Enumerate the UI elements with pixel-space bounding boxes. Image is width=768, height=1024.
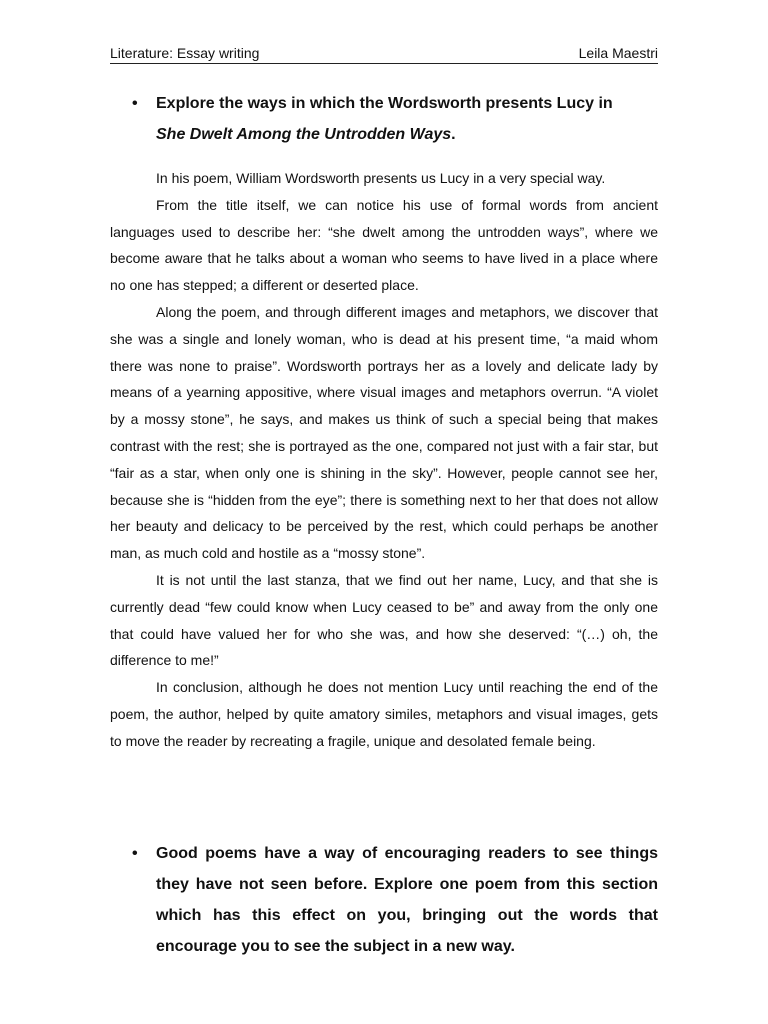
- essay-question-2: [132, 838, 658, 962]
- question-2-text: Good poems have a way of encouraging readers to see things they have not seen before. Explore one poem from this section which has this effect on you, bringing out the words that encourage you to see the subject in a new way.: [156, 845, 658, 955]
- essay-paragraph-imagery: Along the poem, and through different images and metaphors, we discover that she was a single and lonely woman, who is dead at his present time, “a maid whom there was none to praise”. Wordsworth portrays her as a lovely and delicate lady by means of a yearning appositive, where visual images and metaphors overrun. “A violet by a mossy stone”, he says, and makes us think of such a special being that makes contrast with the rest; she is portrayed as the one, compared not just with a fair star, but “fair as a star, when only one is shining in the sky”. However, people cannot see her, because she is “hidden from the eye”; there is something next to her that does not allow her beauty and delicacy to be perceived by the rest, which could perhaps be another man, as much cold and hostile as a “mossy stone”.: [110, 303, 658, 562]
- bullet-icon: •: [132, 845, 138, 862]
- header-course-title: Literature: Essay writing: [110, 45, 260, 61]
- essay-paragraph-title-analysis: From the title itself, we can notice his use of formal words from ancient languages used to describe her: “she dwelt among the untrodden ways”, where we become aware that he talks about a woman who seems to have lived in a place where no one has stepped; a different or deserted place.: [110, 196, 658, 294]
- page-header: [110, 44, 658, 64]
- essay-paragraph-conclusion: In conclusion, although he does not mention Lucy until reaching the end of the poem, the author, helped by quite amatory similes, metaphors and visual images, gets to move the reader by recreating a fragile, unique and desolated female being.: [110, 679, 658, 749]
- question-1-period: .: [451, 126, 456, 143]
- header-author-name: Leila Maestri: [578, 45, 658, 61]
- essay-question-1: [132, 88, 658, 150]
- essay-paragraph-intro: In his poem, William Wordsworth presents us Lucy in a very special way.: [156, 170, 606, 186]
- question-1-lead: Explore the ways in which the Wordsworth presents Lucy in: [156, 95, 613, 112]
- essay-paragraph-last-stanza: It is not until the last stanza, that we find out her name, Lucy, and that she is currently dead “few could know when Lucy ceased to be” and away from the only one that could have valued her for who she was, and how she deserved: “(…) oh, the difference to me!”: [110, 571, 658, 669]
- bullet-icon: •: [132, 95, 138, 112]
- poem-title: She Dwelt Among the Untrodden Ways: [156, 126, 452, 143]
- essay-body: [110, 165, 658, 755]
